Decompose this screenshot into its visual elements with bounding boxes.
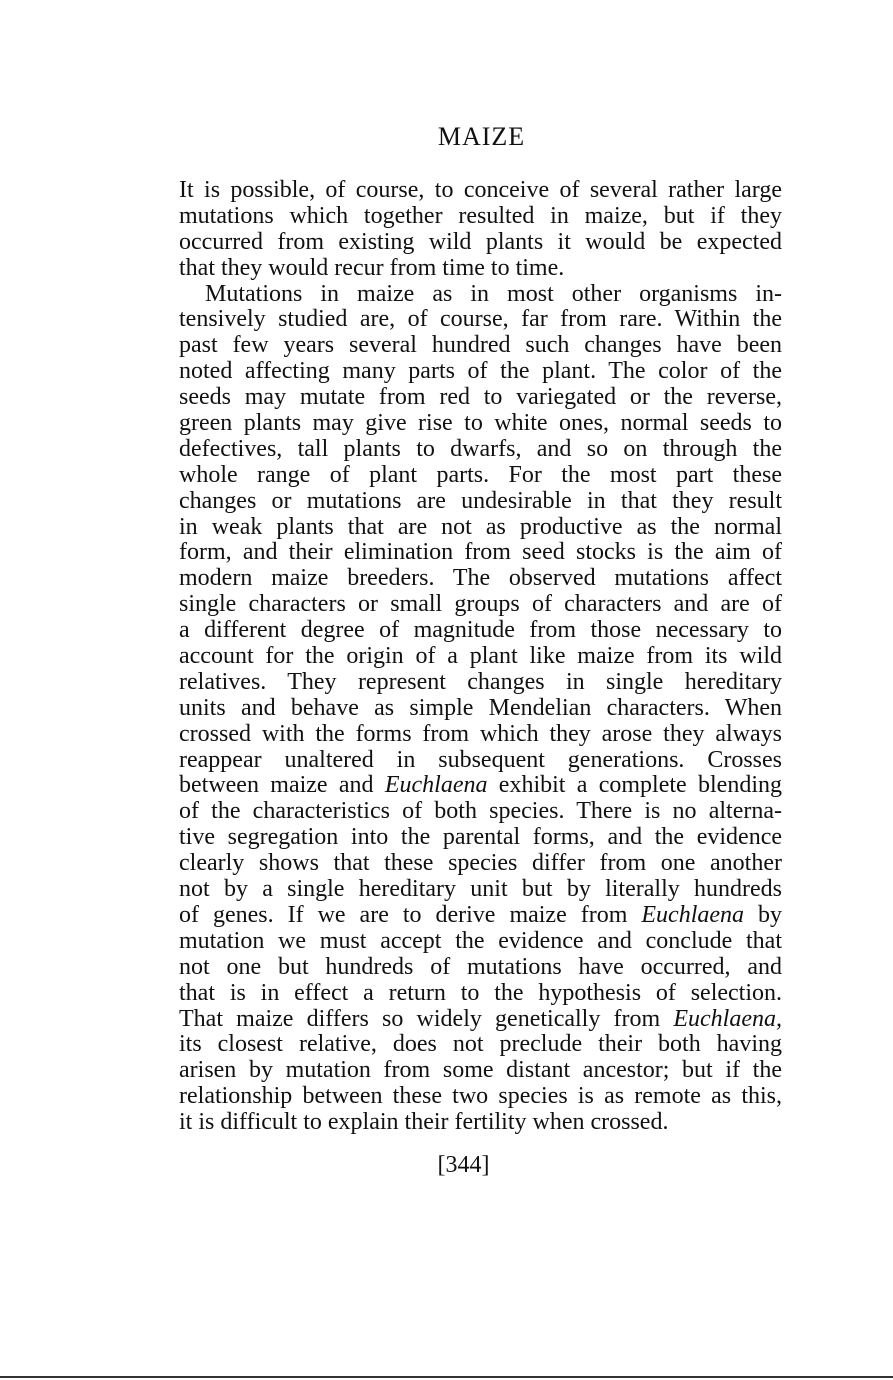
- text-line: that is in effect a return to the hypothesis of selection.: [179, 979, 782, 1006]
- text-line: single characters or small groups of characters and are of: [179, 591, 782, 618]
- text-segment: by: [744, 901, 783, 928]
- text-line: seeds may mutate from red to variegated or the reverse,: [179, 384, 782, 411]
- text-segment: That maize differs so widely genetically from: [179, 1005, 674, 1032]
- body-text: [179, 178, 782, 1136]
- text-line: whole range of plant parts. For the most part these: [179, 461, 782, 488]
- text-line: its closest relative, does not preclude their both having: [179, 1031, 782, 1058]
- page-edge-rule: [0, 1376, 893, 1378]
- text-segment: of genes. If we are to derive maize from: [179, 901, 642, 928]
- text-line: noted affecting many parts of the plant. The color of the: [179, 358, 782, 385]
- text-line: crossed with the forms from which they arose they always: [179, 720, 782, 747]
- text-line: reappear unaltered in subsequent generations. Crosses: [179, 746, 782, 773]
- text-line: mutation we must accept the evidence and conclude that: [179, 927, 782, 954]
- text-line: defectives, tall plants to dwarfs, and so on through the: [179, 435, 782, 462]
- text-line: [179, 903, 782, 929]
- text-line: tive segregation into the parental forms, and the evidence: [179, 824, 782, 851]
- text-line: It is possible, of course, to conceive of several rather large: [179, 177, 782, 203]
- text-segment: between maize and: [179, 772, 385, 799]
- text-line: it is difficult to explain their fertility when crossed.: [179, 1109, 669, 1136]
- text-line: [179, 1007, 782, 1033]
- text-line: units and behave as simple Mendelian characters. When: [179, 694, 782, 721]
- paragraph: [179, 178, 782, 282]
- text-line: relatives. They represent changes in single hereditary: [179, 668, 782, 695]
- text-line: mutations which together resulted in maize, but if they: [179, 202, 782, 229]
- text-segment: exhibit a complete blending: [487, 772, 782, 799]
- text-line: form, and their elimination from seed stocks is the aim of: [179, 539, 782, 566]
- text-line: not by a single hereditary unit but by literally hundreds: [179, 876, 782, 903]
- page-title: MAIZE: [437, 122, 526, 151]
- text-line: arisen by mutation from some distant ancestor; but if the: [179, 1057, 782, 1084]
- text-line: occurred from existing wild plants it would be expected: [179, 228, 782, 255]
- species-name: Euchlaena: [641, 901, 745, 928]
- text-line: tensively studied are, of course, far from rare. Within the: [179, 306, 782, 333]
- text-line: a different degree of magnitude from those necessary to: [179, 617, 782, 644]
- page-number: [344]: [437, 1152, 490, 1178]
- paragraph: [179, 282, 782, 1136]
- species-name: Euchlaena: [384, 772, 488, 799]
- text-line: [179, 773, 782, 799]
- text-line: that they would recur from time to time.: [179, 254, 565, 281]
- text-line: relationship between these two species is as remote as this,: [179, 1083, 782, 1110]
- species-name: Euchlaena,: [673, 1005, 782, 1032]
- text-line: not one but hundreds of mutations have occurred, and: [179, 953, 782, 980]
- text-line: past few years several hundred such changes have been: [179, 332, 782, 359]
- text-line: green plants may give rise to white ones, normal seeds to: [179, 410, 782, 437]
- text-line: clearly shows that these species differ from one another: [179, 850, 782, 877]
- text-line: changes or mutations are undesirable in that they result: [179, 487, 782, 514]
- text-line: of the characteristics of both species. There is no alterna-: [179, 798, 782, 825]
- text-line: Mutations in maize as in most other organisms in-: [205, 280, 782, 307]
- text-line: in weak plants that are not as productive as the normal: [179, 513, 782, 540]
- text-line: account for the origin of a plant like maize from its wild: [179, 643, 782, 670]
- text-line: modern maize breeders. The observed mutations affect: [179, 565, 782, 592]
